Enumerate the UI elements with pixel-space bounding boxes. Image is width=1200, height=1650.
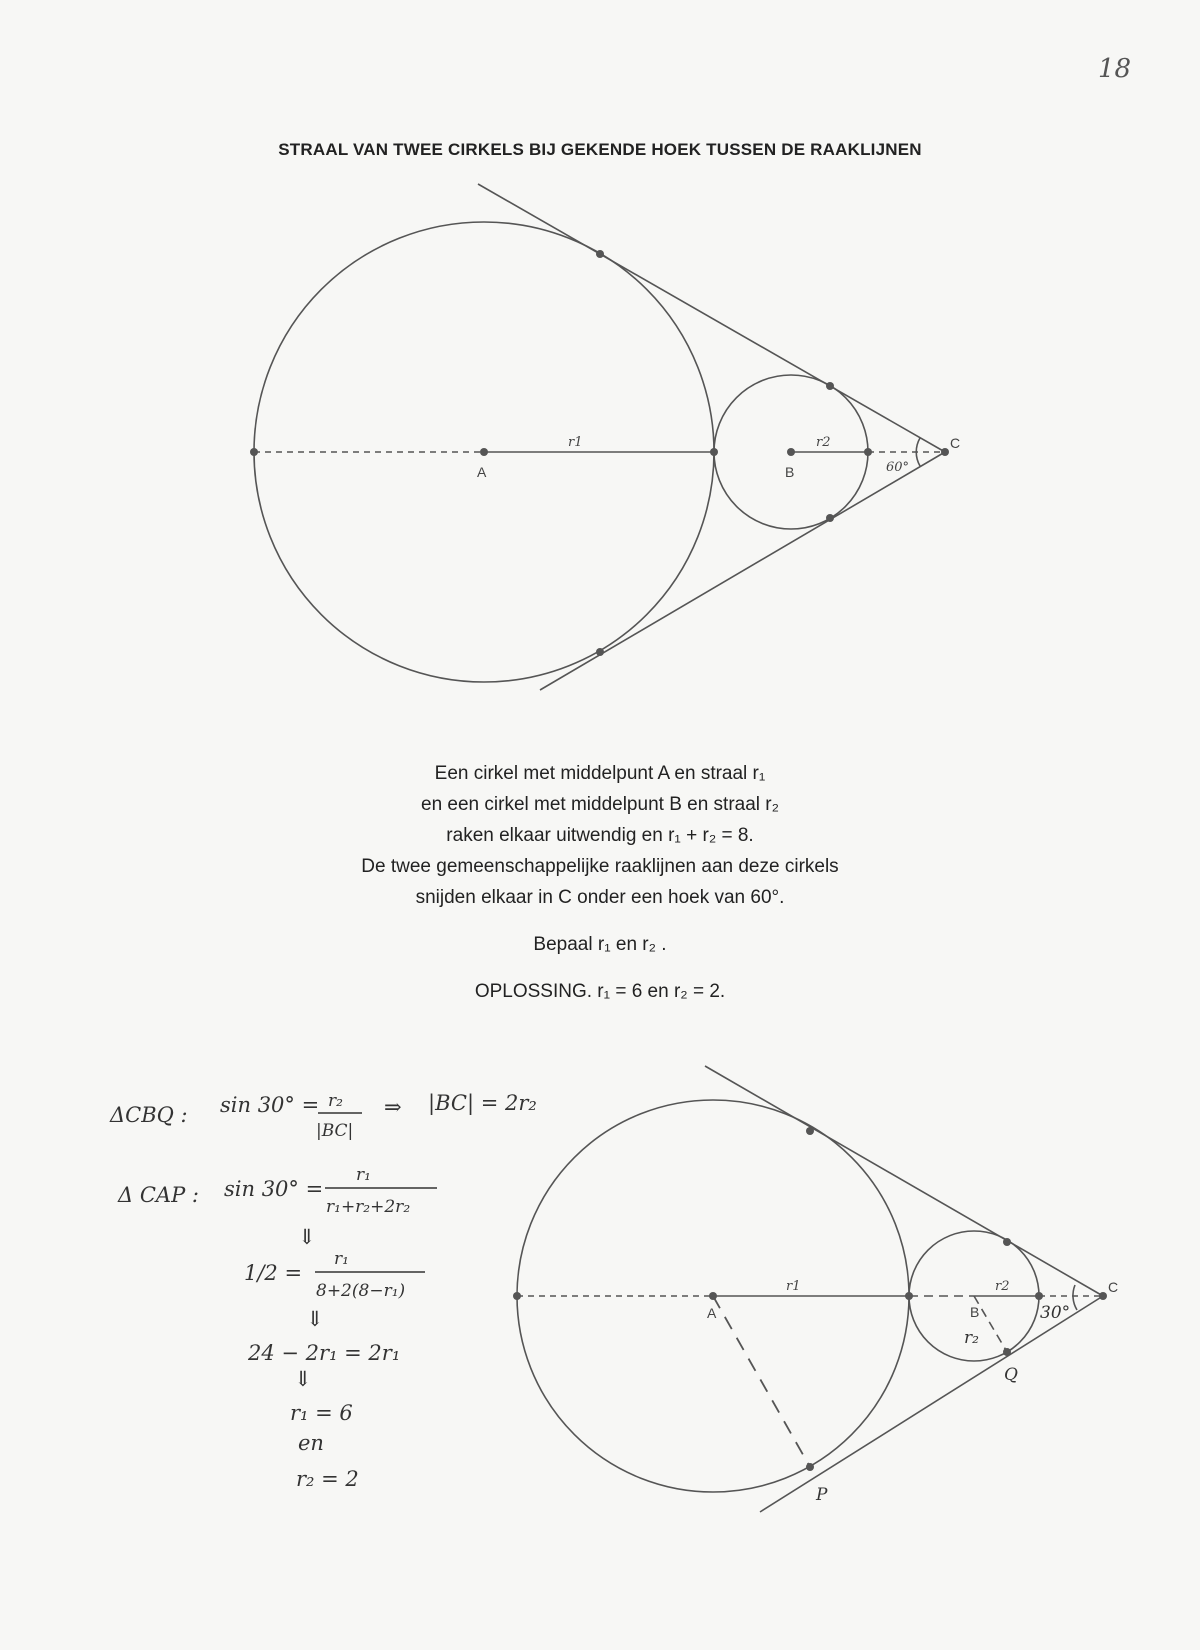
hw-arrow-1: ⇓ xyxy=(298,1225,316,1249)
problem-line-3: raken elkaar uitwendig en r₁ + r₂ = 8. xyxy=(446,825,754,846)
angle-label-2: 30° xyxy=(1040,1303,1071,1323)
label-p: P xyxy=(816,1485,828,1505)
hw-line2-eq: sin 30° = xyxy=(224,1177,324,1201)
problem-line-4: De twee gemeenschappelijke raaklijnen aan deze cirkels xyxy=(361,856,839,877)
problem-line-1: Een cirkel met middelpunt A en straal r₁ xyxy=(434,763,766,784)
dashed-ap xyxy=(713,1296,810,1467)
hw-line2-den: r₁+r₂+2r₂ xyxy=(326,1197,411,1217)
label-c: C xyxy=(950,435,961,451)
hw-line4: 24 − 2r₁ = 2r₁ xyxy=(248,1341,401,1365)
hw-line1-arrow: ⇒ xyxy=(384,1095,402,1119)
hw-arrow-2: ⇓ xyxy=(306,1307,324,1331)
hw-line1-left: ΔCBQ : xyxy=(110,1103,188,1127)
label-r2-hand: r₂ xyxy=(964,1328,979,1348)
hw-line7: r₂ = 2 xyxy=(296,1467,359,1491)
hw-arrow-3: ⇓ xyxy=(294,1367,312,1391)
label-r1-2: r1 xyxy=(786,1279,801,1294)
label-a: A xyxy=(477,464,487,480)
label-a-2: A xyxy=(707,1305,717,1321)
hw-line1-result: |BC| = 2r₂ xyxy=(428,1091,537,1115)
problem-line-2: en een cirkel met middelpunt B en straal r₂ xyxy=(421,794,779,815)
hw-line1-eq: sin 30° = xyxy=(220,1093,320,1117)
handwritten-notes xyxy=(109,1091,537,1491)
label-r2-2: r2 xyxy=(995,1279,1010,1294)
label-b-2: B xyxy=(970,1304,980,1320)
angle-arc-2 xyxy=(1073,1285,1077,1310)
question: Bepaal r₁ en r₂ . xyxy=(533,934,667,955)
page-number: 18 xyxy=(1098,54,1132,84)
page-title: STRAAL VAN TWEE CIRKELS BIJ GEKENDE HOEK TUSSEN DE RAAKLIJNEN xyxy=(278,140,922,159)
label-c-2: C xyxy=(1108,1279,1119,1295)
upper-tangent-2 xyxy=(705,1066,1103,1296)
label-r1: r1 xyxy=(568,435,583,450)
problem-line-5: snijden elkaar in C onder een hoek van 60°. xyxy=(415,887,785,908)
hw-line3-num: r₁ xyxy=(334,1249,349,1269)
lower-tangent-2 xyxy=(760,1296,1103,1512)
hw-line2-left: Δ CAP : xyxy=(118,1183,199,1207)
label-r2: r2 xyxy=(816,435,831,450)
label-b: B xyxy=(785,464,795,480)
hw-line3-den: 8+2(8−r₁) xyxy=(316,1281,406,1301)
hw-line1-num: r₂ xyxy=(328,1091,343,1111)
angle-label: 60° xyxy=(886,460,910,475)
hw-line1-den: |BC| xyxy=(316,1121,354,1141)
hw-line2-num: r₁ xyxy=(356,1165,371,1185)
hw-line3-lhs: 1/2 = xyxy=(244,1261,303,1285)
label-q: Q xyxy=(1004,1365,1018,1385)
solution: OPLOSSING. r₁ = 6 en r₂ = 2. xyxy=(474,981,726,1002)
hw-line5: r₁ = 6 xyxy=(290,1401,353,1425)
hw-line6: en xyxy=(298,1431,324,1455)
